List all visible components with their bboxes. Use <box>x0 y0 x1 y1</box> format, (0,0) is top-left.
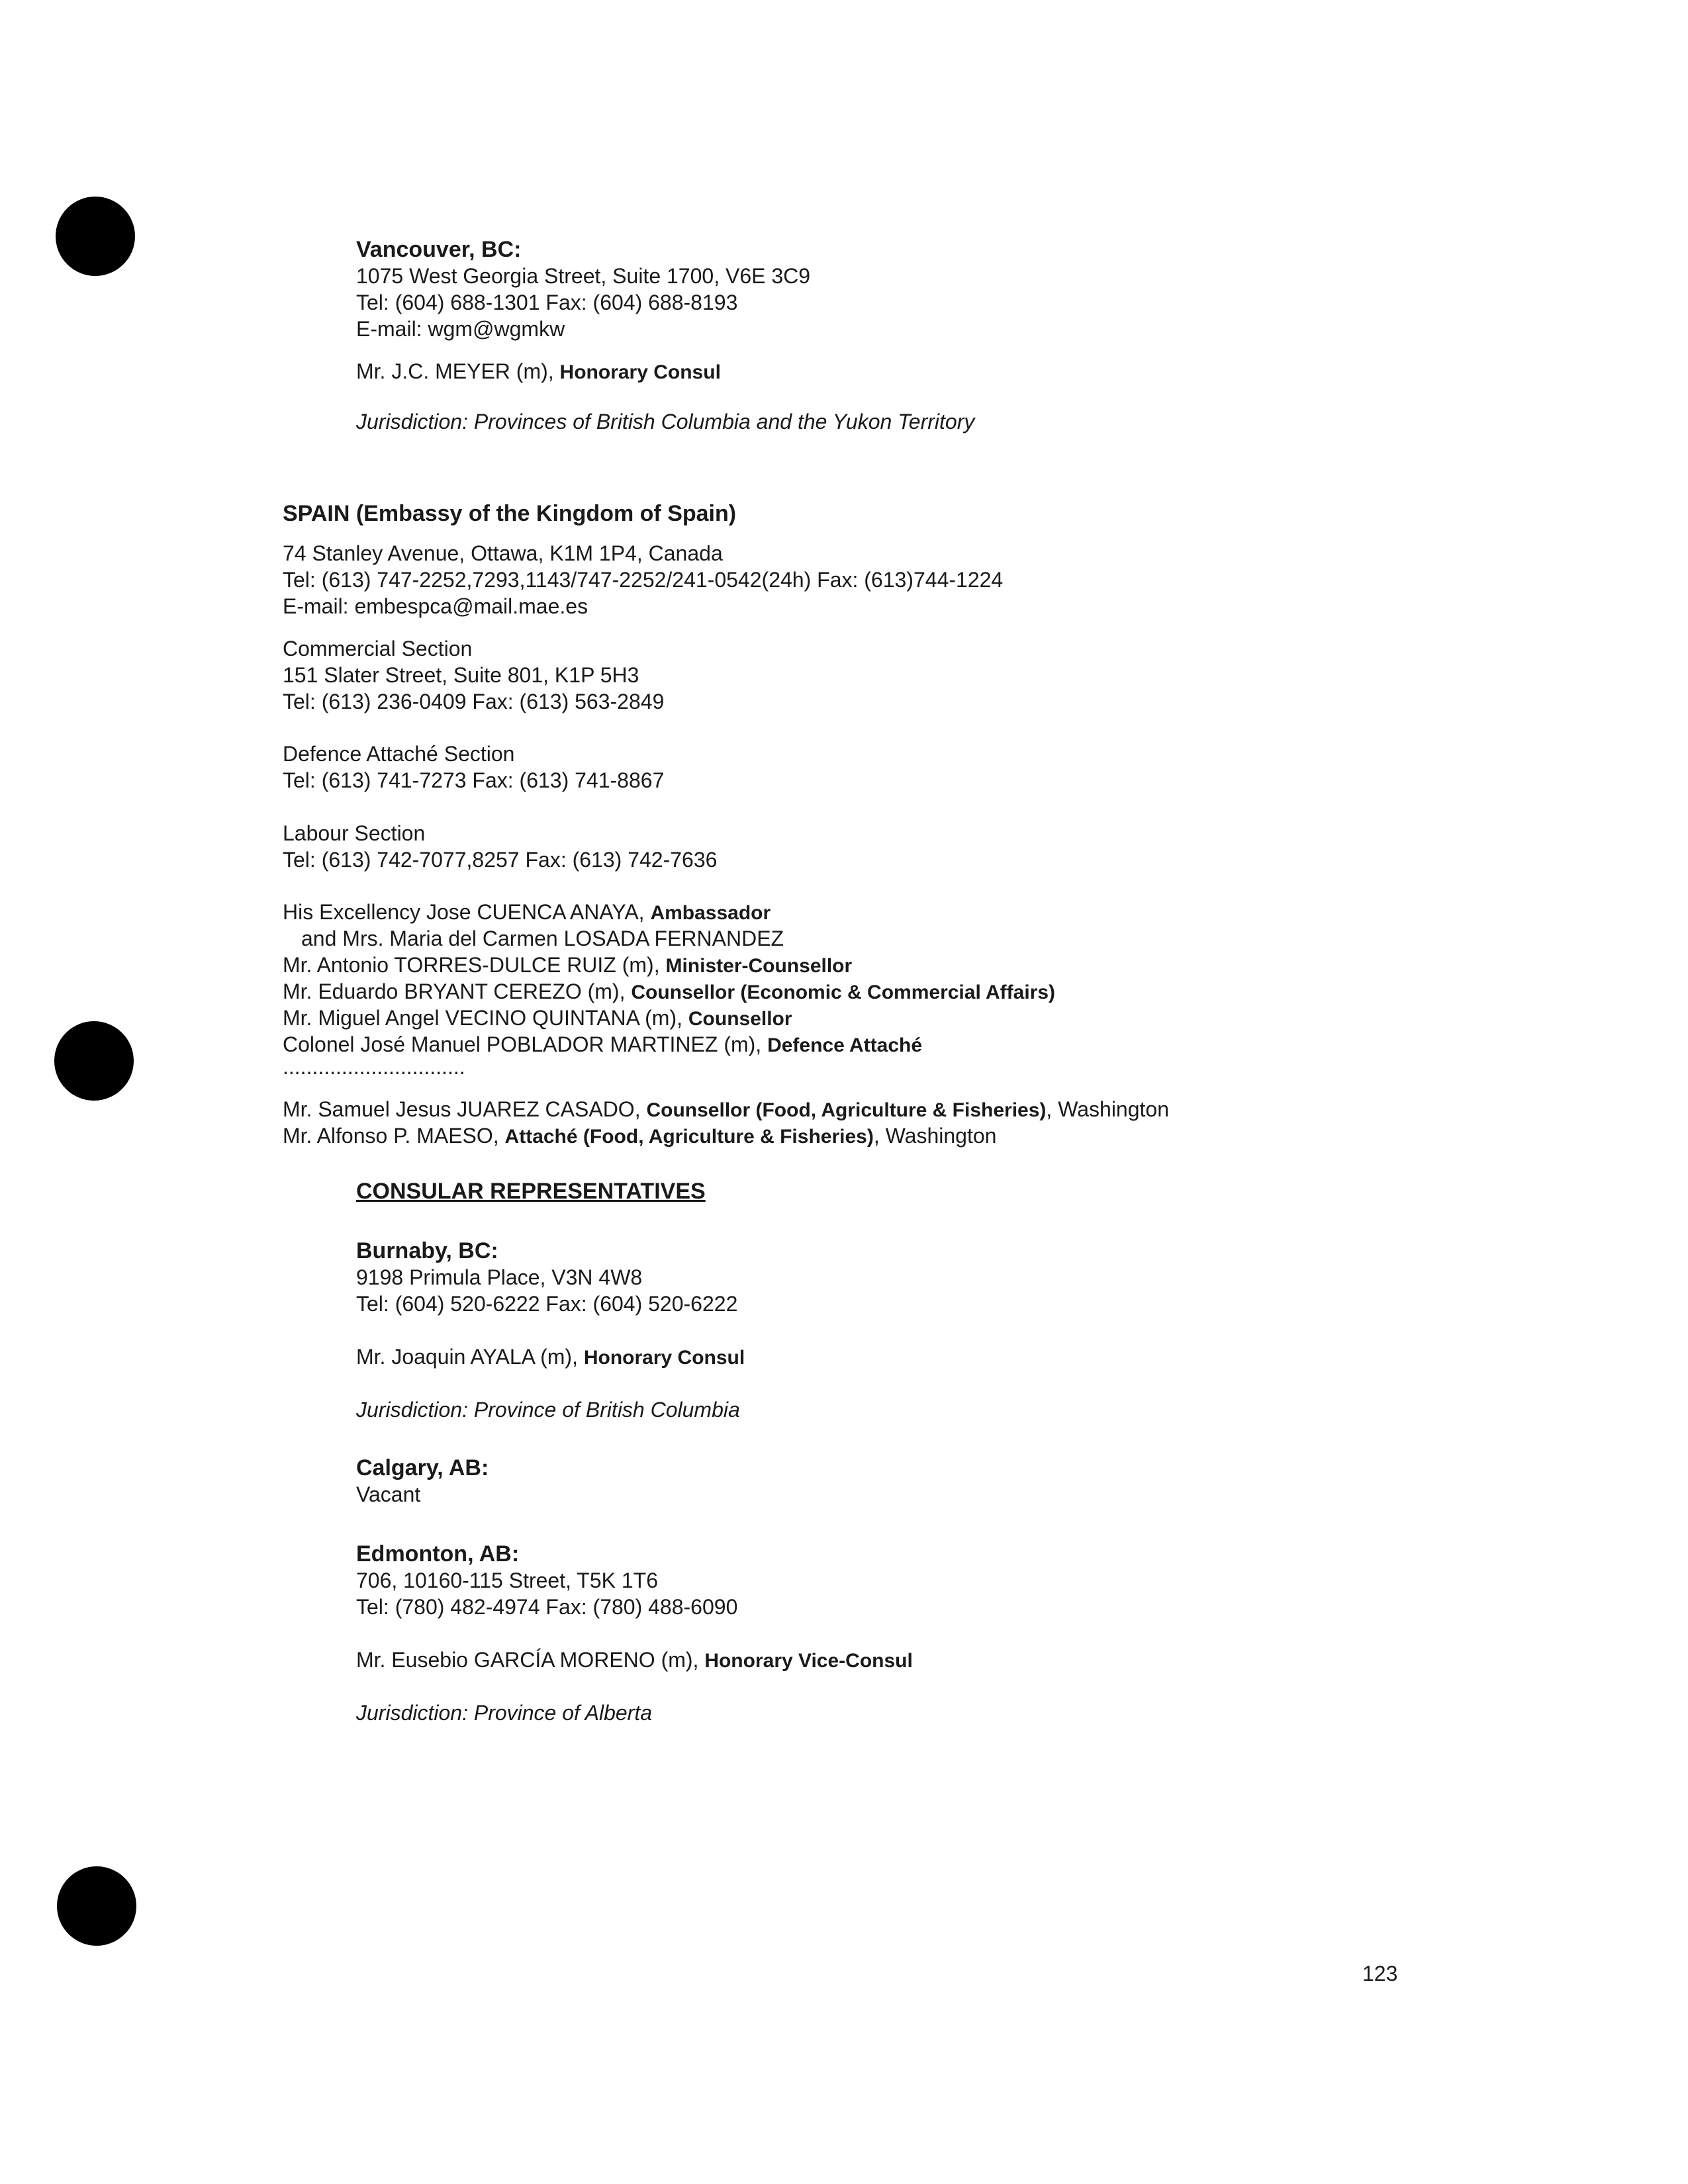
consular-representatives-heading: CONSULAR REPRESENTATIVES <box>356 1179 706 1204</box>
staff-name: Mr. Miguel Angel VECINO QUINTANA (m), <box>283 1006 688 1030</box>
staff-title: Ambassador <box>650 902 771 924</box>
burnaby-tel: Tel: (604) 520-6222 Fax: (604) 520-6222 <box>356 1292 738 1316</box>
edmonton-person-title: Honorary Vice-Consul <box>704 1650 913 1672</box>
staff-title: Defence Attaché <box>767 1034 923 1056</box>
staff-entry <box>283 952 852 979</box>
staff-entry <box>283 978 1055 1006</box>
calgary-heading: Calgary, AB: <box>356 1455 489 1480</box>
staff-name: Mr. Eduardo BRYANT CEREZO (m), <box>283 979 632 1003</box>
edmonton-tel: Tel: (780) 482-4974 Fax: (780) 488-6090 <box>356 1595 738 1619</box>
staff-name: Mr. Antonio TORRES-DULCE RUIZ (m), <box>283 953 666 977</box>
labour-section-title: Labour Section <box>283 821 426 845</box>
staff-title: Minister-Counsellor <box>665 955 853 977</box>
spain-address: 74 Stanley Avenue, Ottawa, K1M 1P4, Canada <box>283 541 723 565</box>
burnaby-address: 9198 Primula Place, V3N 4W8 <box>356 1265 643 1289</box>
vancouver-person-name: Mr. J.C. MEYER (m), <box>356 359 560 383</box>
burnaby-person-title: Honorary Consul <box>583 1347 745 1369</box>
edmonton-person <box>356 1647 913 1674</box>
staff-entry <box>301 925 784 952</box>
spain-tel: Tel: (613) 747-2252,7293,1143/747-2252/241-0542(24h) Fax: (613)744-1224 <box>283 568 1004 592</box>
vancouver-heading: Vancouver, BC: <box>356 237 522 262</box>
edmonton-address: 706, 10160-115 Street, T5K 1T6 <box>356 1569 659 1592</box>
edmonton-jurisdiction: Jurisdiction: Province of Alberta <box>356 1701 653 1725</box>
staff-entry <box>283 1005 792 1032</box>
burnaby-heading: Burnaby, BC: <box>356 1238 498 1263</box>
vancouver-person-title: Honorary Consul <box>559 361 721 383</box>
vancouver-jurisdiction: Jurisdiction: Provinces of British Columbia and the Yukon Territory <box>356 410 975 433</box>
staff-title: Counsellor (Economic & Commercial Affairs) <box>631 981 1056 1003</box>
staff-name: and Mrs. Maria del Carmen LOSADA FERNANDEZ <box>301 927 784 950</box>
staff-name: His Excellency Jose CUENCA ANAYA, <box>283 900 651 924</box>
vancouver-address: 1075 West Georgia Street, Suite 1700, V6E 3C9 <box>356 264 811 288</box>
edmonton-heading: Edmonton, AB: <box>356 1541 520 1567</box>
staff-entry <box>283 899 771 927</box>
calgary-status: Vacant <box>356 1482 421 1506</box>
staff-entry <box>283 1122 996 1150</box>
staff-title: Counsellor (Food, Agriculture & Fisheries) <box>646 1099 1047 1121</box>
staff-name: Colonel José Manuel POBLADOR MARTINEZ (m), <box>283 1032 768 1056</box>
burnaby-person-name: Mr. Joaquin AYALA (m), <box>356 1345 584 1369</box>
vancouver-person <box>356 358 721 386</box>
spain-heading: SPAIN (Embassy of the Kingdom of Spain) <box>283 501 737 526</box>
staff-entry <box>283 1054 465 1080</box>
commercial-section-title: Commercial Section <box>283 637 473 660</box>
vancouver-email: E-mail: wgm@wgmkw <box>356 317 565 341</box>
defence-section-title: Defence Attaché Section <box>283 742 515 766</box>
burnaby-jurisdiction: Jurisdiction: Province of British Columbia <box>356 1398 740 1422</box>
staff-entry <box>283 1096 1169 1124</box>
page-number: 123 <box>1362 1962 1398 1985</box>
edmonton-person-name: Mr. Eusebio GARCÍA MORENO (m), <box>356 1648 705 1672</box>
commercial-section-tel: Tel: (613) 236-0409 Fax: (613) 563-2849 <box>283 690 665 713</box>
defence-section-tel: Tel: (613) 741-7273 Fax: (613) 741-8867 <box>283 768 665 792</box>
dotted-placeholder: ............................... <box>283 1055 465 1079</box>
staff-suffix: , Washington <box>1046 1097 1169 1121</box>
staff-title: Counsellor <box>688 1008 792 1030</box>
spain-email: E-mail: embespca@mail.mae.es <box>283 594 588 618</box>
vancouver-tel: Tel: (604) 688-1301 Fax: (604) 688-8193 <box>356 291 738 314</box>
staff-name: Mr. Samuel Jesus JUAREZ CASADO, <box>283 1097 647 1121</box>
labour-section-tel: Tel: (613) 742-7077,8257 Fax: (613) 742-7636 <box>283 848 718 872</box>
staff-suffix: , Washington <box>873 1124 997 1148</box>
staff-name: Mr. Alfonso P. MAESO, <box>283 1124 505 1148</box>
staff-title: Attaché (Food, Agriculture & Fisheries) <box>504 1126 874 1148</box>
commercial-section-address: 151 Slater Street, Suite 801, K1P 5H3 <box>283 663 639 687</box>
burnaby-person <box>356 1343 745 1371</box>
